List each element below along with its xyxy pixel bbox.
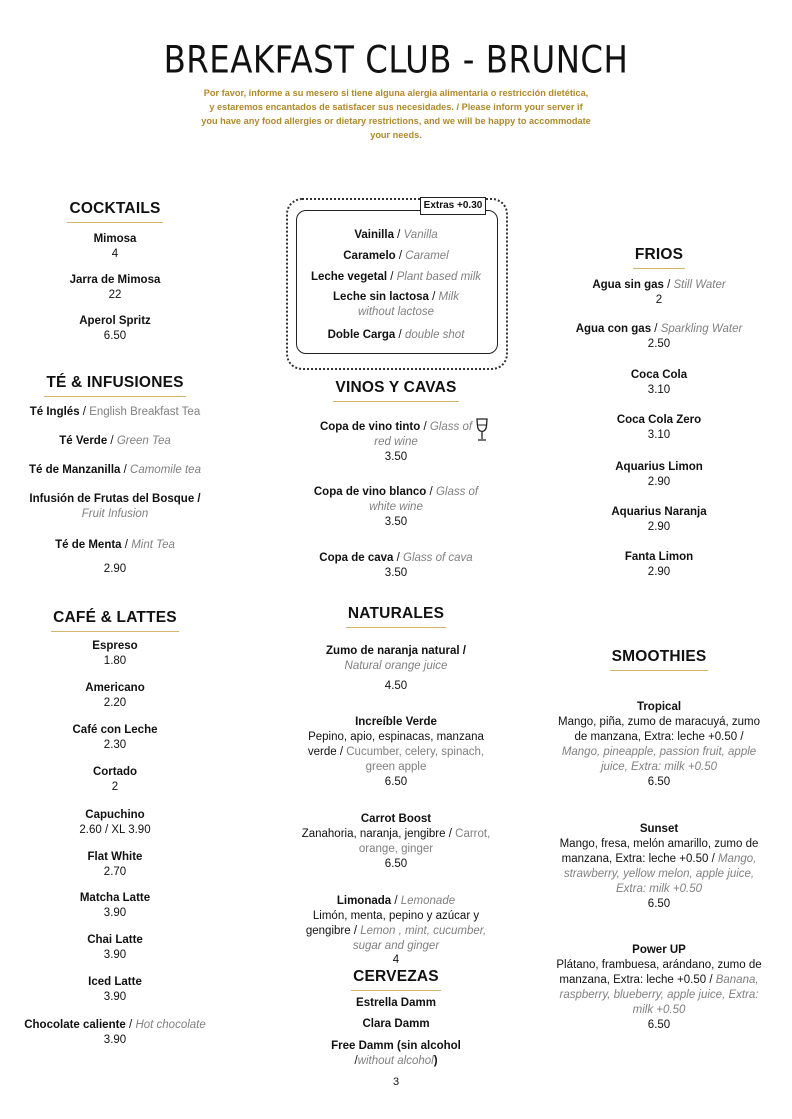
menu-item: Iced Latte 3.90 xyxy=(88,976,142,1003)
section-title-frios: FRIOS xyxy=(556,246,762,269)
menu-item: Matcha Latte 3.90 xyxy=(79,892,151,919)
menu-item: Aperol Spritz 6.50 xyxy=(79,315,151,342)
section-title-cervezas: CERVEZAS xyxy=(290,968,502,991)
menu-item: Té de Menta / Mint Tea xyxy=(55,539,175,551)
menu-item: Capuchino 2.60 / XL 3.90 xyxy=(79,809,151,836)
menu-item: Café con Leche 2.30 xyxy=(72,724,158,751)
menu-item: Clara Damm xyxy=(362,1018,430,1030)
menu-title: BREAKFAST CLUB - BRUNCH xyxy=(163,38,629,83)
extras-tag: Extras +0.30 xyxy=(420,197,486,215)
menu-item: Chai Latte 3.90 xyxy=(87,934,143,961)
section-title-vinos: VINOS Y CAVAS xyxy=(290,379,502,402)
menu-item: Mimosa 4 xyxy=(93,233,137,260)
menu-item: Carrot Boost Zanahoria, naranja, jengibre / Carrot, orange, ginger 6.50 xyxy=(301,813,491,870)
menu-item: Coca Cola 3.10 xyxy=(630,369,688,396)
menu-item: Chocolate caliente / Hot chocolate 3.90 xyxy=(24,1019,206,1046)
menu-item: Agua con gas / Sparkling Water 2.50 xyxy=(575,323,743,350)
menu-item: Agua sin gas / Still Water 2 xyxy=(592,279,726,306)
extra-item: Vainilla / Vanilla xyxy=(354,229,438,241)
menu-item: Aquarius Naranja 2.90 xyxy=(611,506,707,533)
extra-item: Leche vegetal / Plant based milk xyxy=(310,271,482,283)
section-title-naturales: NATURALES xyxy=(290,605,502,628)
menu-item: Coca Cola Zero 3.10 xyxy=(616,414,702,441)
menu-item: Increíble Verde Pepino, apio, espinacas, manzana verde / Cucumber, celery, spinach, green apple 6.50 xyxy=(307,716,485,788)
section-title-cocktails: COCKTAILS xyxy=(12,200,218,223)
page-number: 3 xyxy=(392,1076,400,1088)
menu-item: Tropical Mango, piña, zumo de maracuyá, zumo de manzana, Extra: leche +0.50 / Mango, pineapple, passion fruit, apple juice, Extra: milk +0.50 6.50 xyxy=(558,701,760,788)
menu-item: Té Inglés / English Breakfast Tea xyxy=(29,406,201,418)
menu-item: Jarra de Mimosa 22 xyxy=(69,274,161,301)
menu-item: Fanta Limon 2.90 xyxy=(624,551,694,578)
menu-item: Sunset Mango, fresa, melón amarillo, zumo de manzana, Extra: leche +0.50 / Mango, strawberry, yellow melon, apple juice, Extra: milk +0.50 6.50 xyxy=(559,823,759,910)
menu-item: Copa de vino blanco / Glass of white wine 3.50 xyxy=(313,486,479,528)
allergy-notice: Por favor, informe a su mesero si tiene alguna alergia alimentaria o restricción dietética, y estaremos encantados de satisfacer sus necesidades. / Please inform your server if you have any food allergies or dietary restrictions, and we will be happy to accommodate your needs. xyxy=(201,88,591,140)
menu-item: Copa de cava / Glass of cava 3.50 xyxy=(319,552,473,579)
extra-item: Caramelo / Caramel xyxy=(343,250,449,262)
menu-item: Espreso 1.80 xyxy=(92,640,138,667)
menu-item: Cortado 2 xyxy=(92,766,138,793)
menu-item: Infusión de Frutas del Bosque / Fruit Infusion xyxy=(29,493,201,520)
menu-item: Copa de vino tinto / Glass of red wine 3.50 xyxy=(319,421,473,463)
te-price: 2.90 xyxy=(103,563,127,575)
menu-item: Flat White 2.70 xyxy=(87,851,143,878)
menu-item: Limonada / Lemonade Limón, menta, pepino y azúcar y gengibre / Lemon , mint, cucumber, sugar and ginger 4 xyxy=(305,895,487,966)
menu-item: Power UP Plátano, frambuesa, arándano, zumo de manzana, Extra: leche +0.50 / Banana, raspberry, blueberry, apple juice, Extra: milk +0.50 6.50 xyxy=(556,944,762,1031)
section-title-smoothies: SMOOTHIES xyxy=(556,648,762,671)
menu-item: Americano 2.20 xyxy=(85,682,145,709)
menu-item: Té de Manzanilla / Camomile tea xyxy=(29,464,201,476)
menu-item: Free Damm (sin alcohol /without alcohol) xyxy=(331,1040,461,1067)
section-title-te: TÉ & INFUSIONES xyxy=(12,374,218,397)
menu-item: Zumo de naranja natural / Natural orange juice 4.50 xyxy=(326,645,466,692)
menu-item: Aquarius Limon 2.90 xyxy=(615,461,703,488)
extra-item: Doble Carga / double shot xyxy=(327,329,465,341)
extra-item: Leche sin lactosa / Milk without lactose xyxy=(333,291,459,318)
menu-item: Estrella Damm xyxy=(356,997,436,1009)
menu-item: Té Verde / Green Tea xyxy=(59,435,171,447)
wine-glass-icon xyxy=(474,418,490,442)
section-title-cafe: CAFÉ & LATTES xyxy=(12,609,218,632)
